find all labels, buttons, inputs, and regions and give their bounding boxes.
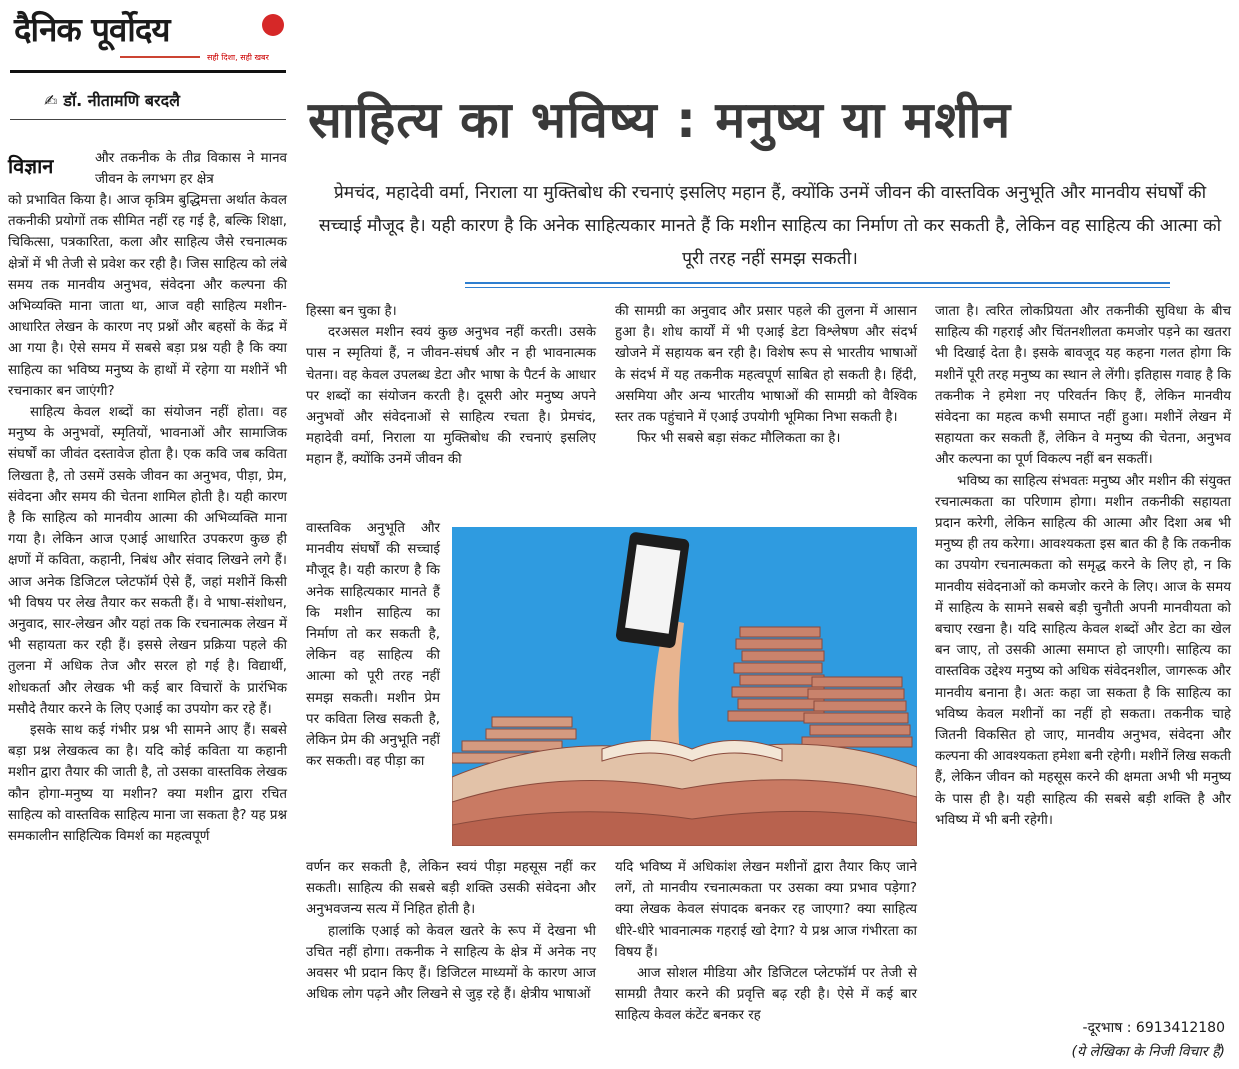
paragraph: यदि भविष्य में अधिकांश लेखन मशीनों द्वारा तैयार किए जाने लगें, तो मानवीय रचनात्मकता पर उसका क्या प्रभाव पड़ेगा? क्या लेखक केवल संपादक बनकर रह जाएगा? क्या साहित्य धीरे-धीरे भावनात्मक गहराई खो देगा? ये प्रश्न आज गंभीरता का विषय हैं। (615, 860, 917, 960)
newspaper-tagline: सही दिशा, सही खबर (207, 53, 269, 62)
column-2-narrow (306, 518, 440, 772)
paragraph: हालांकि एआई को केवल खतरे के रूप में देखना भी उचित नहीं होगा। तकनीक ने साहित्य के क्षेत्र में अनेक नए अवसर भी प्रदान किए हैं। डिजिटल माध्यमों के कारण आज अधिक लोग पढ़ने और लिखने से जुड़ रहे हैं। क्षेत्रीय भाषाओं (306, 923, 596, 1003)
paragraph: वास्तविक अनुभूति और मानवीय संघर्षों की सच्चाई मौजूद है। यही कारण है कि अनेक साहित्यकार मानते हैं कि मशीन साहित्य का निर्माण तो कर सकती है, लेकिन वह साहित्य की आत्मा को पूरी तरह नहीं समझ सकती। मशीन प्रेम पर कविता लिख सकती है, लेकिन प्रेम की अनुभूति नहीं कर सकती। वह पीड़ा का (306, 521, 440, 770)
paragraph: फिर भी सबसे बड़ा संकट मौलिकता का है। (637, 431, 841, 447)
column-1-lead (95, 148, 287, 190)
column-2 (306, 301, 596, 471)
logo-swoosh-icon (262, 14, 284, 36)
author-name: डॉ. नीतामणि बरदलै (63, 91, 180, 110)
pen-icon: ✍ (44, 91, 58, 110)
books-and-tablet-illustration (452, 527, 917, 846)
byline-rule (10, 119, 286, 120)
column-3 (615, 301, 917, 449)
paragraph: जाता है। त्वरित लोकप्रियता और तकनीकी सुविधा के बीच साहित्य की गहराई और चिंतनशीलता कमजोर पड़ने का खतरा भी दिखाई देता है। इसके बावजूद यह कहना गलत होगा कि मशीनें पूरी तरह मनुष्य का स्थान ले लेंगी। इतिहास गवाह है कि तकनीक ने हमेशा नए परिवर्तन किए हैं, लेकिन मानवीय संवेदना का महत्व कभी समाप्त नहीं हुआ। मशीनें लेखन में सहायता कर सकती हैं, लेकिन वे मनुष्य की चेतना, अनुभव और कल्पना का पूर्ण विकल्प नहीं बन सकतीं। (935, 304, 1231, 468)
column-4 (935, 301, 1231, 831)
paragraph: भविष्य का साहित्य संभवतः मनुष्य और मशीन की संयुक्त रचनात्मकता का परिणाम होगा। मशीन तकनीकी सहायता प्रदान करेगी, लेकिन साहित्य की आत्मा और दिशा अब भी मनुष्य ही तय करेगा। आवश्यकता इस बात की है कि तकनीक का उपयोग रचनात्मकता को समृद्ध करने के लिए हो, न कि मानवीय संवेदनाओं को कमजोर करने के लिए। आज के समय में साहित्य के सामने सबसे बड़ी चुनौती अपनी मानवीयता को बचाए रखना है। यदि साहित्य केवल शब्दों और डेटा का खेल बन जाए, तो उसकी आत्मा समाप्त हो जाएगी। साहित्य का वास्तविक उद्देश्य मनुष्य को अधिक संवेदनशील, जागरूक और मानवीय बनाना है। अतः कहा जा सकता है कि साहित्य का भविष्य केवल मशीनों का नहीं हो सकता। तकनीक चाहे जितनी विकसित हो जाए, मानवीय अनुभव, संवेदना और कल्पना की आवश्यकता हमेशा बनी रहेगी। मशीनें लिख सकती हैं, लेकिन जीवन को महसूस करने की क्षमता अभी भी मनुष्य के पास ही है। यही साहित्य की सबसे बड़ी शक्ति है और भविष्य में भी बनी रहेगी। (935, 473, 1231, 828)
masthead-accent-line (120, 56, 200, 58)
article-photo (452, 527, 917, 846)
author-byline (44, 89, 180, 111)
masthead (10, 4, 286, 70)
column-1 (8, 190, 287, 847)
headline: साहित्य का भविष्य : मनुष्य या मशीन (308, 91, 1012, 149)
paragraph: की सामग्री का अनुवाद और प्रसार पहले की तुलना में आसान हुआ है। शोध कार्यों में भी एआई डेटा विश्लेषण और संदर्भ खोजने में सहायक बन रही है। विशेष रूप से भारतीय भाषाओं के संदर्भ में यह तकनीक महत्वपूर्ण साबित हो सकती है। हिंदी, असमिया और अन्य भारतीय भाषाओं की सामग्री को वैश्विक स्तर तक पहुंचाने में एआई उपयोगी भूमिका निभा सकती है। (615, 304, 917, 426)
paragraph: हिस्सा बन चुका है। (306, 304, 397, 319)
column-2-bottom (306, 857, 596, 1005)
paragraph: आज सोशल मीडिया और डिजिटल प्लेटफॉर्म पर तेजी से सामग्री तैयार करने की प्रवृत्ति बढ़ रही है। ऐसे में कई बार साहित्य केवल कंटेंट बनकर रह (615, 966, 917, 1024)
disclaimer: (ये लेखिका के निजी विचार हैं) (1071, 1044, 1225, 1060)
paragraph: वर्णन कर सकती है, लेकिन स्वयं पीड़ा महसूस नहीं कर सकती। साहित्य की सबसे बड़ी शक्ति उसकी संवेदना और अनुभवजन्य सत्य में निहित होती है। (306, 860, 596, 918)
column-3-bottom (615, 857, 917, 1027)
masthead-rule (10, 70, 286, 73)
paragraph: इसके साथ कई गंभीर प्रश्न भी सामने आए हैं। सबसे बड़ा प्रश्न लेखकत्व का है। यदि कोई कविता या कहानी मशीन द्वारा तैयार की जाती है, तो उसका वास्तविक लेखक कौन होगा-मनुष्य या मशीन? क्या मशीन द्वारा रचित साहित्य को वास्तविक साहित्य माना जा सकता है? यह प्रश्न समकालीन साहित्यिक विमर्श का महत्वपूर्ण (8, 723, 287, 845)
standfirst-rule (465, 282, 1170, 288)
paragraph: दरअसल मशीन स्वयं कुछ अनुभव नहीं करती। उसके पास न स्मृतियां हैं, न जीवन-संघर्ष और न ही भावनात्मक चेतना। वह केवल उपलब्ध डेटा और भाषा के पैटर्न के आधार पर शब्दों का संयोजन करती है। दूसरी ओर मनुष्य अपने अनुभवों और संवेदनाओं से साहित्य रचता है। प्रेमचंद, महादेवी वर्मा, निराला या मुक्तिबोध की रचनाएं इसलिए महान हैं, क्योंकि उनमें जीवन की (306, 325, 596, 468)
newspaper-name: दैनिक पूर्वोदय (14, 10, 170, 49)
section-label: विज्ञान (8, 154, 54, 178)
standfirst: प्रेमचंद, महादेवी वर्मा, निराला या मुक्तिबोध की रचनाएं इसलिए महान हैं, क्योंकि उनमें जीवन की वास्तविक अनुभूति और मानवीय संघर्षों की सच्चाई मौजूद है। यही कारण है कि अनेक साहित्यकार मानते हैं कि मशीन साहित्य का निर्माण तो कर सकती है, लेकिन वह साहित्य की आत्मा को पूरी तरह नहीं समझ सकती। (318, 183, 1222, 269)
contact-phone: -दूरभाष : 6913412180 (1082, 1020, 1225, 1036)
paragraph: साहित्य केवल शब्दों का संयोजन नहीं होता। वह मनुष्य के अनुभवों, स्मृतियों, भावनाओं और सामाजिक संघर्षों का जीवंत दस्तावेज होता है। एक कवि जब कविता लिखता है, तो उसमें उसके जीवन का अनुभव, पीड़ा, प्रेम, संवेदना और समय की चेतना शामिल होती है। यही कारण है कि साहित्य को मानवीय आत्मा की अभिव्यक्ति माना गया है। लेकिन आज एआई आधारित उपकरण कुछ ही क्षणों में कविता, कहानी, निबंध और संवाद लिखने लगे हैं। आज अनेक डिजिटल प्लेटफॉर्म ऐसे हैं, जहां मशीनें किसी भी विषय पर लेख तैयार कर सकती हैं। वे भाषा-संशोधन, अनुवाद, सार-लेखन और यहां तक कि रचनात्मक लेखन में भी सहायता कर रही हैं। इससे लेखन प्रक्रिया पहले की तुलना में अधिक तेज और सरल हो गई है। विद्यार्थी, शोधकर्ता और लेखक भी कई बार विचारों के प्रारंभिक मसौदे तैयार करने के लिए एआई का उपयोग कर रहे हैं। (8, 405, 287, 717)
paragraph: और तकनीक के तीव्र विकास ने मानव जीवन के लगभग हर क्षेत्र (95, 151, 287, 188)
paragraph: को प्रभावित किया है। आज कृत्रिम बुद्धिमत्ता अर्थात केवल तकनीकी प्रयोगों तक सीमित नहीं रह गई है, बल्कि शिक्षा, चिकित्सा, पत्रकारिता, कला और साहित्य जैसे रचनात्मक क्षेत्रों में भी तेजी से प्रवेश कर रही है। जिस साहित्य को लंबे समय तक मानवीय अनुभव, संवेदना और कल्पना की अभिव्यक्ति माना जाता था, आज वही साहित्य मशीन-आधारित लेखन के कारण नए प्रश्नों और बहसों के केंद्र में आ गया है। ऐसे समय में सबसे बड़ा प्रश्न यही है कि क्या साहित्य का भविष्य मनुष्य के हाथों में रहेगा या मशीनें भी रचनाकार बन जाएंगी? (8, 193, 287, 399)
